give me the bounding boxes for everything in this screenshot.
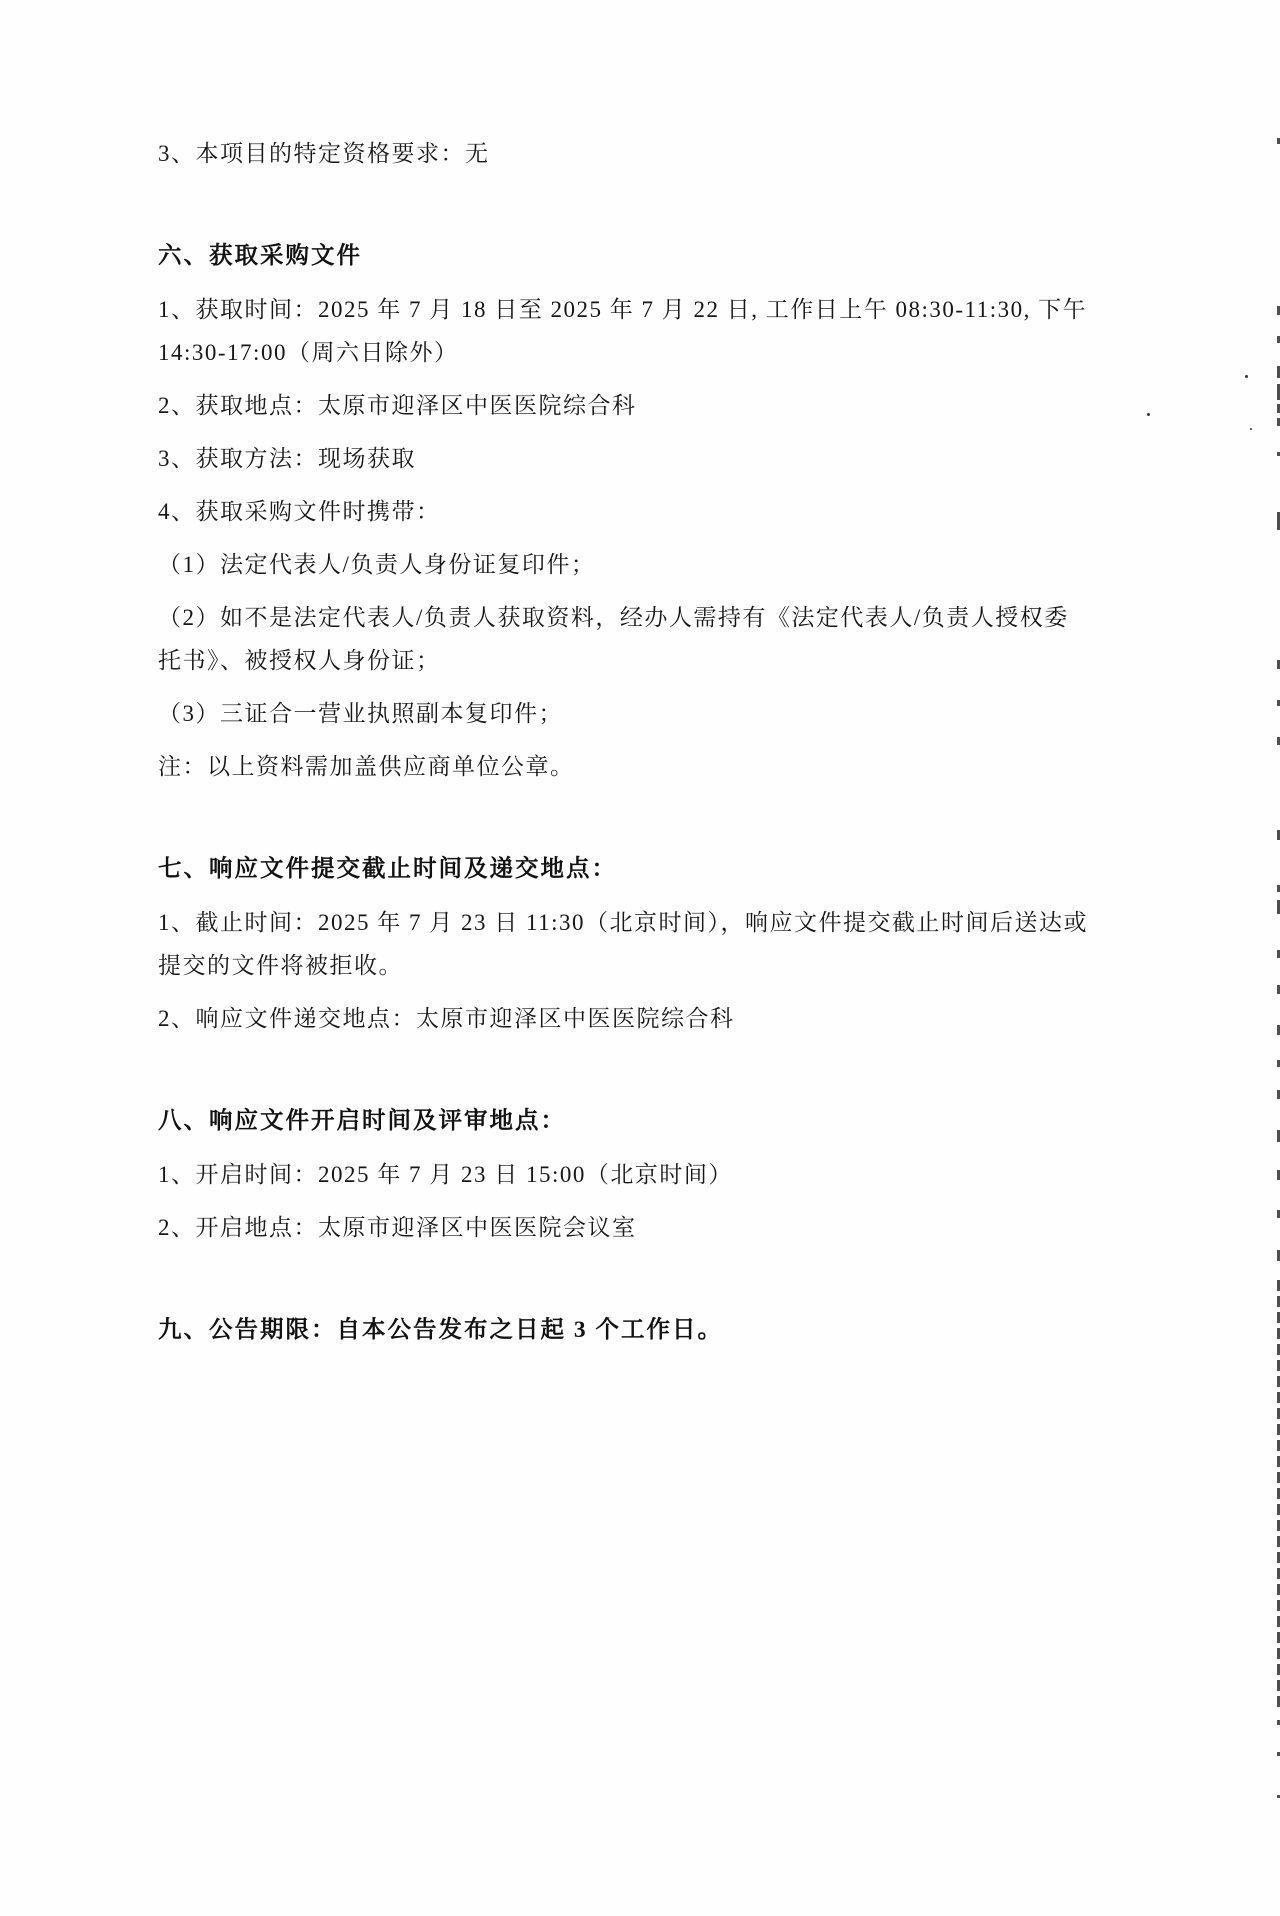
notice-paragraph-submit-place: 2、响应文件递交地点：太原市迎泽区中医医院综合科 [158,1006,735,1031]
notice-paragraph-bring-item-2: （2）如不是法定代表人/负责人获取资料，经办人需持有《法定代表人/负责人授权委托书》、被授权人身份证； [158,605,1069,673]
notice-paragraph-obtain-method: 3、获取方法：现场获取 [158,446,416,471]
notice-paragraph-qualification: 3、本项目的特定资格要求：无 [158,141,490,166]
notice-paragraph-opening-time: 1、开启时间：2025 年 7 月 23 日 15:00（北京时间） [158,1162,733,1187]
notice-section-heading-6: 六、获取采购文件 [158,243,362,269]
scan-speck-artifact [1147,413,1150,416]
notice-paragraph-obtain-time: 1、获取时间：2025 年 7 月 18 日至 2025 年 7 月 22 日, 工作日上午 08:30-11:30, 下午 14:30-17:00（周六日除外） [158,297,1088,365]
notice-paragraph-deadline: 1、截止时间：2025 年 7 月 23 日 11:30（北京时间），响应文件提交截止时间后送达或提交的文件将被拒收。 [158,910,1089,978]
notice-paragraph-bring-items: 4、获取采购文件时携带： [158,499,441,524]
notice-section-heading-8: 八、响应文件开启时间及评审地点： [158,1108,566,1134]
scan-speck-artifact [1245,375,1248,378]
scan-speck-artifact [1250,428,1252,430]
notice-paragraph-opening-place: 2、开启地点：太原市迎泽区中医医院会议室 [158,1215,637,1240]
notice-text-block [158,132,1090,1362]
notice-section-heading-7: 七、响应文件提交截止时间及递交地点： [158,856,617,882]
notice-paragraph-obtain-place: 2、获取地点：太原市迎泽区中医医院综合科 [158,393,637,418]
notice-section-heading-9: 九、公告期限：自本公告发布之日起 3 个工作日。 [158,1317,723,1343]
notice-paragraph-bring-item-1: （1）法定代表人/负责人身份证复印件； [158,552,596,577]
notice-paragraph-note-seal: 注：以上资料需加盖供应商单位公章。 [158,754,575,779]
notice-paragraph-bring-item-3: （3）三证合一营业执照副本复印件； [158,701,563,726]
